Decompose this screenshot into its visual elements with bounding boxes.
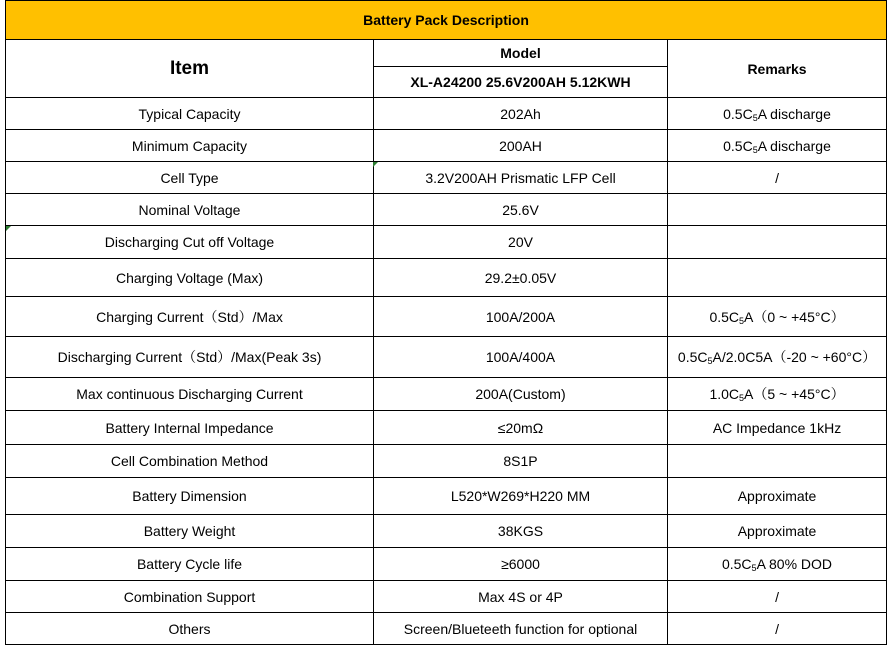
remarks-text: 0.5C (723, 105, 753, 122)
item-cell: Discharging Current（Std）/Max(Peak 3s) (6, 337, 374, 378)
model-cell: ≤20mΩ (374, 411, 668, 445)
model-cell: 29.2±0.05V (374, 259, 668, 297)
remarks-cell (668, 194, 887, 226)
remarks-cell (668, 548, 887, 581)
model-cell: Screen/Blueteeth function for optional (374, 613, 668, 645)
remarks-header: Remarks (668, 40, 887, 98)
model-cell: 200A(Custom) (374, 378, 668, 411)
model-value-header: XL-A24200 25.6V200AH 5.12KWH (374, 67, 668, 98)
model-cell: 25.6V (374, 194, 668, 226)
item-header: Item (6, 40, 374, 98)
remarks-cell (668, 162, 887, 194)
item-cell: Battery Dimension (6, 478, 374, 515)
model-cell: 200AH (374, 130, 668, 162)
table-row (6, 515, 887, 548)
item-cell: Max continuous Discharging Current (6, 378, 374, 411)
remarks-text: 0.5C (721, 556, 752, 572)
model-cell: 202Ah (374, 98, 668, 130)
model-cell: 8S1P (374, 445, 668, 478)
remarks-cell (668, 297, 887, 337)
item-cell: Cell Type (6, 162, 374, 194)
model-cell: 3.2V200AH Prismatic LFP Cell (374, 162, 668, 194)
table-row (6, 613, 887, 645)
table-row (6, 130, 887, 162)
remarks-cell (668, 337, 887, 378)
model-cell: 100A/400A (374, 337, 668, 378)
remarks-cell (668, 613, 887, 645)
remarks-cell (668, 259, 887, 297)
table-row (6, 445, 887, 478)
remarks-text: AC Impedance 1kHz (712, 419, 842, 436)
model-header: Model (374, 40, 668, 67)
remarks-cell (668, 411, 887, 445)
remarks-text-suffix: A（0 ~ +45°C） (744, 308, 845, 325)
remarks-text: 1.0C (709, 386, 740, 402)
remarks-text-suffix: A discharge (757, 105, 831, 122)
item-cell: Charging Voltage (Max) (6, 259, 374, 297)
remarks-text: 0.5C (677, 349, 708, 365)
table-row (6, 581, 887, 613)
remarks-text-suffix: A 80% DOD (756, 556, 833, 572)
item-cell: Cell Combination Method (6, 445, 374, 478)
remarks-cell (668, 98, 887, 130)
table-title: Battery Pack Description (6, 1, 887, 40)
table-row (6, 378, 887, 411)
model-cell: 38KGS (374, 515, 668, 548)
table-row (6, 259, 887, 297)
remarks-text: 0.5C (709, 308, 740, 325)
remarks-text: / (775, 588, 779, 605)
item-cell: Discharging Cut off Voltage (6, 226, 374, 259)
item-cell: Combination Support (6, 581, 374, 613)
remarks-cell (668, 515, 887, 548)
table-row (6, 194, 887, 226)
item-cell: Typical Capacity (6, 98, 374, 130)
remarks-subscript: 5 (752, 112, 758, 123)
remarks-cell (668, 130, 887, 162)
item-cell: Battery Weight (6, 515, 374, 548)
remarks-subscript: 5 (751, 563, 757, 573)
remarks-subscript: 5 (707, 356, 713, 366)
table-row (6, 548, 887, 581)
comment-marker (373, 162, 378, 167)
model-cell: ≥6000 (374, 548, 668, 581)
table-row (6, 98, 887, 130)
table-row (6, 297, 887, 337)
remarks-text: Approximate (737, 523, 817, 539)
remarks-text: 0.5C (723, 137, 753, 154)
remarks-text: Approximate (737, 488, 817, 504)
model-cell: Max 4S or 4P (374, 581, 668, 613)
remarks-cell (668, 445, 887, 478)
table-row (6, 337, 887, 378)
remarks-text: / (775, 620, 779, 637)
remarks-cell (668, 226, 887, 259)
remarks-cell (668, 581, 887, 613)
item-cell: Minimum Capacity (6, 130, 374, 162)
remarks-cell (668, 478, 887, 515)
header-row-1 (6, 40, 887, 67)
table-row (6, 411, 887, 445)
battery-spec-table (5, 0, 887, 645)
table-row (6, 226, 887, 259)
remarks-subscript: 5 (739, 393, 745, 403)
item-cell: Battery Cycle life (6, 548, 374, 581)
title-row (6, 1, 887, 40)
remarks-subscript: 5 (752, 144, 758, 155)
remarks-text-suffix: A（5 ~ +45°C） (744, 386, 845, 402)
remarks-cell (668, 378, 887, 411)
table-row (6, 162, 887, 194)
item-cell: Battery Internal Impedance (6, 411, 374, 445)
item-cell: Nominal Voltage (6, 194, 374, 226)
table-row (6, 478, 887, 515)
model-cell: L520*W269*H220 MM (374, 478, 668, 515)
item-cell: Others (6, 613, 374, 645)
comment-marker (6, 226, 11, 231)
model-cell: 100A/200A (374, 297, 668, 337)
remarks-subscript: 5 (739, 315, 745, 326)
item-cell: Charging Current（Std）/Max (6, 297, 374, 337)
model-cell: 20V (374, 226, 668, 259)
remarks-text-suffix: A/2.0C5A（-20 ~ +60°C） (712, 349, 877, 365)
remarks-text-suffix: A discharge (757, 137, 831, 154)
remarks-text: / (775, 169, 779, 186)
